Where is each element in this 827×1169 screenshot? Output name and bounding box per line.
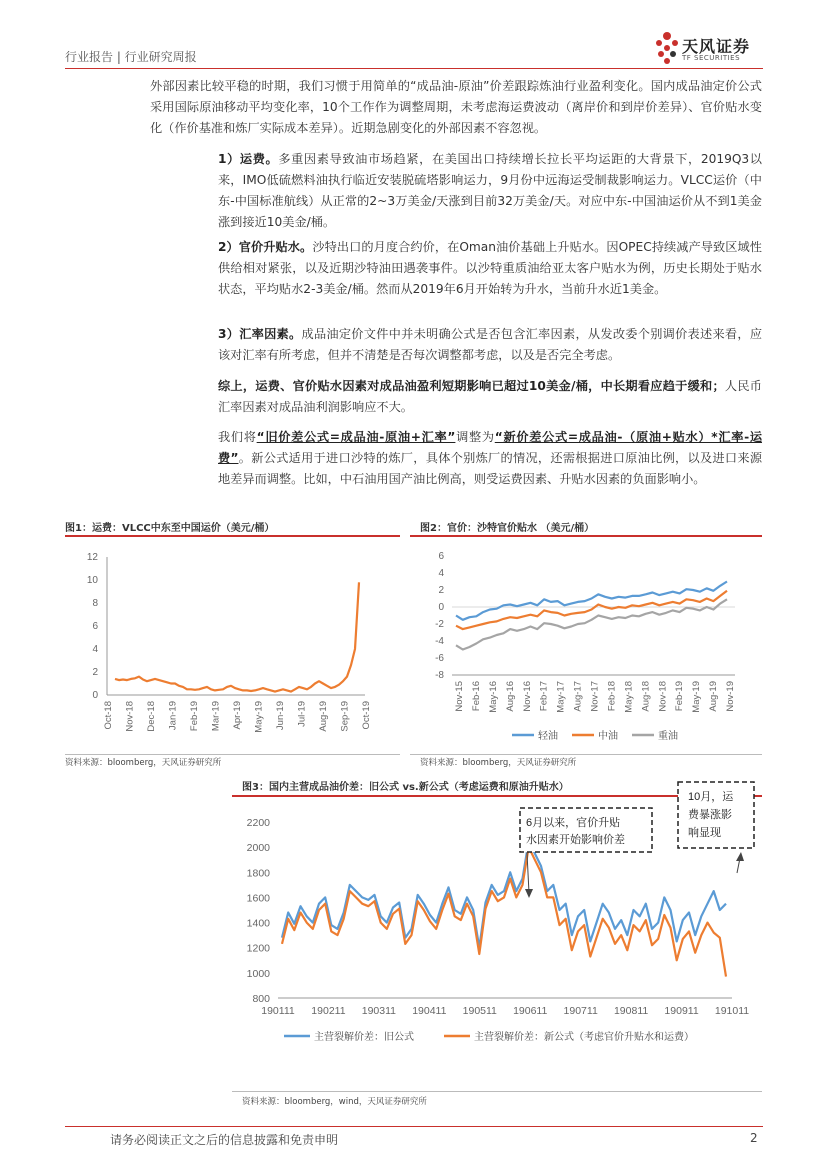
fig2-y-tick-label: -4	[435, 636, 444, 647]
header-report-type: 行业报告 | 行业研究周报	[65, 50, 197, 64]
fig1-y-tick-label: 2	[92, 667, 98, 678]
fig3-y-tick-label: 1000	[246, 967, 270, 980]
fig3-x-tick-label: 190911	[664, 1005, 699, 1017]
fig2-x-tick-label: Nov-18	[657, 681, 669, 712]
intro-paragraph: 外部因素比较平稳的时期，我们习惯于用简单的“成品油-原油”价差跟踪炼油行业盈利变化。国内成品油定价公式采用国际原油移动平均变化率，10个工作作为调整周期，未考虑海运费波动（离岸价和到岸价差异）、官价贴水变化（作价基准和炼厂实际成本差异）。近期急剧变化的外部因素不容忽视。	[150, 79, 762, 135]
fig3-chart	[232, 791, 762, 1090]
fig3-annotation-text-2b: 费暴涨影	[688, 809, 732, 821]
formula-old: “旧价差公式=成品油-原油+汇率”	[256, 430, 456, 444]
fig3-x-tick-label: 190811	[613, 1005, 649, 1017]
fig1-x-tick-label: May-19	[253, 701, 265, 733]
fig1-y-tick-label: 6	[92, 621, 98, 632]
fig1-x-tick-label: Oct-18	[103, 701, 114, 730]
fig1-x-tick-label: Apr-19	[232, 701, 243, 730]
page-number: 2	[750, 1131, 758, 1145]
fig1-y-tick-label: 10	[86, 575, 98, 586]
fig2-y-tick-label: -8	[435, 670, 444, 681]
fig2-y-tick-label: -6	[435, 653, 444, 664]
fig1-series-line	[115, 582, 359, 691]
fig3-y-tick-label: 2200	[246, 817, 270, 829]
fx-text: 成品油定价文件中并未明确公式是否包含汇率因素，从发改委个别调价表述来看，应该对汇率有所考虑，但并不清楚是否每次调整都考虑，以及是否完全考虑。	[218, 327, 763, 362]
fig1-x-tick-label: Aug-19	[318, 701, 329, 732]
logo-subtitle: TF SECURITIES	[682, 54, 741, 62]
fig2-chart	[410, 540, 762, 750]
fig3-legend-label-old: 主营裂解价差：旧公式	[314, 1032, 414, 1043]
fig2-series-medium	[456, 591, 727, 629]
formula-paragraph	[218, 427, 762, 490]
fig3-source: 资料来源：bloomberg，wind，天风证券研究所	[242, 1097, 427, 1107]
fig1-y-tick-label: 8	[92, 598, 98, 609]
fig2-x-tick-label: Feb-19	[674, 681, 686, 712]
fig2-y-tick-label: -2	[435, 619, 444, 630]
fig2-x-tick-label: Aug-17	[572, 681, 584, 712]
fig1-x-tick-label: Dec-18	[146, 701, 157, 732]
fig2-x-tick-label: Aug-19	[708, 681, 720, 712]
fig3-annotation-text-2a: 10月，运	[688, 791, 734, 803]
fig2-x-tick-label: Feb-17	[538, 681, 550, 712]
summary-bold: 综上，运费、官价贴水因素对成品油盈利短期影响已超过10美金/桶，中长期看应趋于缓和；	[218, 379, 725, 393]
fig3-y-tick-label: 1800	[246, 867, 270, 880]
summary-paragraph	[218, 376, 762, 418]
fig1-source-divider	[65, 754, 400, 755]
fig2-x-tick-label: Nov-17	[589, 681, 601, 712]
fig2-y-tick-label: 4	[438, 568, 444, 579]
fig3-series-new	[282, 847, 726, 977]
fig2-x-tick-label: May-17	[555, 681, 567, 713]
header-divider	[65, 68, 763, 69]
fig2-series-light	[456, 582, 727, 620]
fig1-title: 图1：运费：VLCC中东至中国运价（美元/桶）	[65, 523, 275, 534]
fig2-x-tick-label: May-16	[487, 681, 499, 713]
formula-a: 我们将	[218, 430, 257, 444]
tf-securities-logo-icon	[652, 28, 682, 70]
fig3-x-tick-label: 190711	[563, 1005, 598, 1017]
logo-name: 天风证券	[682, 37, 751, 56]
premium-lead: 2）官价升贴水。	[218, 240, 313, 254]
fig2-legend-label: 轻油	[538, 731, 558, 742]
fig1-source: 资料来源：bloomberg，天风证券研究所	[65, 758, 222, 768]
summary-text: 人民币汇率因素对成品油利润影响应不大。	[218, 379, 762, 414]
premium-paragraph	[218, 237, 762, 300]
fig1-x-tick-label: Feb-19	[189, 701, 200, 732]
fig2-y-tick-label: 0	[438, 602, 444, 613]
fig3-legend-label-new: 主营裂解价差：新公式（考虑官价升贴水和运费）	[474, 1032, 694, 1043]
fig2-y-tick-label: 6	[438, 551, 444, 562]
fig3-y-tick-label: 1200	[246, 942, 270, 955]
premium-text: 沙特出口的月度合约价，在Oman油价基础上升贴水。因OPEC持续减产导致区域性供给相对紧张，以及近期沙特油田遇袭事件。以沙特重质油给亚太客户贴水为例，历史长期处于贴水状态，平均贴水2-3美金/桶。然而从2019年6月开始转为升水，当前升水近1美金。	[218, 240, 762, 296]
fig1-y-tick-label: 4	[92, 644, 98, 655]
footer-disclaimer: 请务必阅读正文之后的信息披露和免责申明	[110, 1133, 339, 1147]
fig3-x-tick-label: 191011	[714, 1005, 750, 1017]
fig1-x-tick-label: Mar-19	[210, 701, 222, 732]
fig1-x-tick-label: Jan-19	[167, 701, 179, 731]
fig3-x-tick-label: 190311	[361, 1005, 397, 1017]
fig3-annotation-arrow-1	[527, 853, 529, 893]
fig3-y-tick-label: 1600	[246, 892, 270, 905]
fig3-y-tick-label: 2000	[246, 842, 270, 855]
fig1-x-tick-label: Oct-19	[361, 701, 372, 730]
fx-lead: 3）汇率因素。	[218, 327, 302, 341]
fig2-title: 图2：官价：沙特官价贴水 （美元/桶）	[420, 523, 595, 534]
fig1-y-tick-label: 0	[92, 690, 98, 701]
fig3-x-tick-label: 190411	[412, 1005, 447, 1017]
formula-c: 调整为	[455, 430, 495, 444]
fig3-x-tick-label: 190211	[311, 1005, 346, 1017]
fig2-x-tick-label: Nov-15	[454, 681, 465, 712]
fig1-y-tick-label: 12	[86, 552, 98, 563]
fig2-source-divider	[410, 754, 762, 755]
fig3-x-tick-label: 190511	[462, 1005, 497, 1017]
fig2-x-tick-label: Feb-16	[470, 681, 482, 712]
fig2-source: 资料来源：bloomberg，天风证券研究所	[420, 758, 577, 768]
fig1-chart	[65, 540, 400, 750]
fig3-annotation-arrowhead-2	[736, 852, 744, 861]
fig1-x-tick-label: Jun-19	[275, 701, 286, 731]
formula-new: “新价差公式=成品油-（原油+贴水）*汇率-运费”	[218, 430, 763, 465]
fig2-x-tick-label: Nov-19	[725, 681, 736, 712]
fig2-title-bar	[410, 535, 762, 537]
fig2-legend-label: 中油	[598, 731, 618, 742]
formula-e: 。新公式适用于进口沙特的炼厂，具体个别炼厂的情况，还需根据进口原油比例，以及进口来源地差异而调整。比如，中石油用国产油比例高，则受运费因素、升贴水因素的负面影响小。	[218, 451, 763, 486]
fig2-legend-label: 重油	[658, 731, 678, 742]
fig1-title-bar	[65, 535, 400, 537]
fig3-annotation-text-1a: 6月以来，官价升贴	[526, 817, 621, 829]
fig3-x-tick-label: 190111	[261, 1005, 295, 1017]
fig3-x-tick-label: 190611	[513, 1005, 548, 1017]
fig2-x-tick-label: May-18	[623, 681, 635, 713]
fig3-title: 图3：国内主营成品油价差：旧公式 vs.新公式（考虑运费和原油升贴水）	[242, 782, 569, 793]
freight-lead: 1）运费。	[218, 152, 279, 166]
footer-divider	[65, 1126, 763, 1127]
fig2-x-tick-label: Feb-18	[606, 681, 618, 712]
fig2-x-tick-label: Aug-16	[504, 681, 516, 712]
fig3-source-divider	[232, 1091, 762, 1092]
fig3-y-tick-label: 800	[252, 993, 270, 1005]
fig3-y-tick-label: 1400	[246, 917, 270, 930]
fig3-annotation-arrowhead-1	[525, 889, 533, 898]
fx-paragraph	[218, 324, 762, 366]
fig3-annotation-text-2c: 响显现	[688, 827, 721, 839]
fig2-x-tick-label: May-19	[691, 681, 703, 713]
fig2-x-tick-label: Nov-16	[521, 681, 533, 712]
fig3-annotation-text-1b: 水因素开始影响价差	[526, 834, 625, 846]
freight-text: 多重因素导致油市场趋紧，在美国出口持续增长拉长平均运距的大背景下，2019Q3以来，IMO低硫燃料油执行临近安装脱硫塔影响运力，9月份中远海运受制裁影响运力。VLCC运价（中东-中国标准航线）从正常的2~3万美金/天涨到目前32万美金/天。对应中东-中国油运价从不到1美金涨到接近10美金/桶。	[218, 152, 762, 229]
fig2-x-tick-label: Aug-18	[640, 681, 652, 712]
fig1-x-tick-label: Nov-18	[124, 701, 136, 732]
fig1-x-tick-label: Jul-19	[296, 701, 308, 727]
freight-paragraph	[218, 149, 762, 233]
fig2-y-tick-label: 2	[438, 585, 444, 596]
fig1-x-tick-label: Sep-19	[339, 701, 351, 732]
